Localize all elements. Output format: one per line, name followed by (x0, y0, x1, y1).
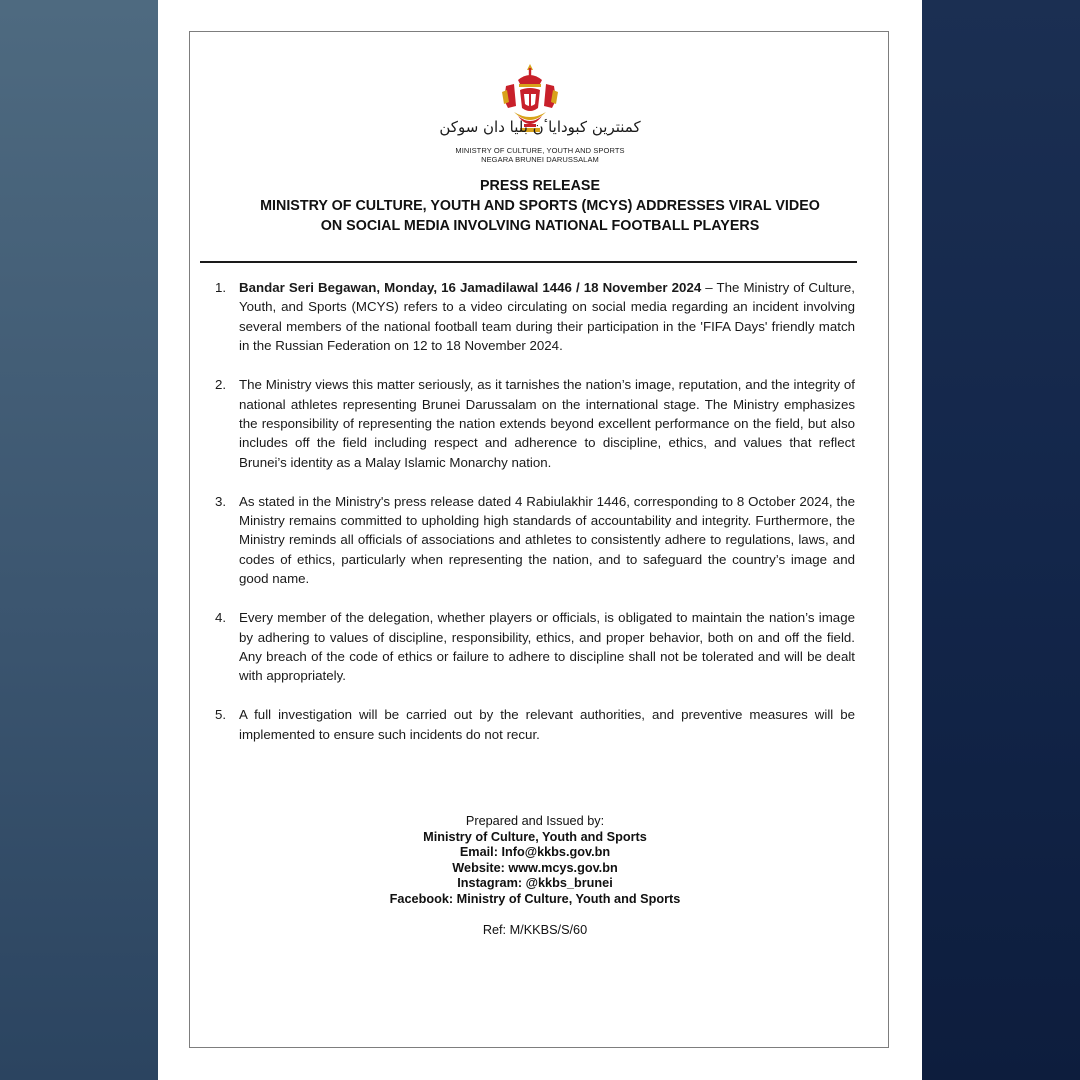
paragraph-number: 5. (215, 707, 227, 723)
ministry-name-small: MINISTRY OF CULTURE, YOUTH AND SPORTS (455, 146, 625, 155)
paragraph-2 (215, 375, 855, 472)
press-release-label: PRESS RELEASE (480, 178, 600, 194)
issuer-organization: Ministry of Culture, Youth and Sports (423, 829, 647, 844)
prepared-by-label: Prepared and Issued by: (465, 814, 605, 828)
paragraph-text: A full investigation will be carried out by the relevant authorities, and preventive measures will be implemented to ensure such incidents do not recur. (239, 707, 855, 742)
headline-line-1: MINISTRY OF CULTURE, YOUTH AND SPORTS (MCYS) ADDRESSES VIRAL VIDEO (260, 198, 820, 214)
issuer-website: Website: www.mcys.gov.bn (452, 860, 618, 875)
paragraph-4 (215, 608, 855, 686)
right-background-panel (922, 0, 1080, 1080)
ministry-logo-text (390, 146, 690, 164)
press-release-document (189, 31, 889, 1048)
paragraph-number: 4. (215, 610, 227, 626)
paragraph-text: Every member of the delegation, whether players or officials, is obligated to maintain the nation’s image by adhering to values of discipline, responsibility, ethics, and proper behavior, both on and off the field. Any breach of the code of ethics or failure to adhere to discipline shall not be tolerated and will be dealt with appropriately. (239, 610, 855, 684)
paragraph-number: 3. (215, 493, 227, 509)
paragraph-text: As stated in the Ministry's press release dated 4 Rabiulakhir 1446, corresponding to 8 October 2024, the Ministry remains committed to upholding high standards of accountability and integrity. Furthermore, the Ministry reminds all officials of associations and athletes to consistently adhere to regulations, laws, and codes of ethics, particularly when representing the nation, and to safeguard the country’s image and good name. (239, 493, 855, 587)
paragraph-3 (215, 492, 855, 589)
document-heading (210, 176, 870, 236)
paragraph-text: The Ministry views this matter seriously, as it tarnishes the nation’s image, reputation, and the integrity of national athletes representing Brunei Darussalam on the international stage. The Ministry emphasizes the responsibility of representing the nation extends beyond excellent performance on the field, but also includes off the field including respect and adherence to discipline, ethics, and values that reflect Brunei’s identity as a Malay Islamic Monarchy nation. (239, 377, 855, 470)
dateline: Bandar Seri Begawan, Monday, 16 Jamadilawal 1446 / 18 November 2024 (239, 280, 702, 295)
heading-divider (200, 261, 857, 263)
numbered-paragraphs (215, 278, 855, 764)
issuer-instagram: Instagram: @kkbs_brunei (457, 876, 613, 891)
paragraph-5 (215, 705, 855, 744)
issuer-email: Email: Info@kkbs.gov.bn (459, 845, 611, 860)
paragraph-text: – The Ministry of Culture, Youth, and Sports (MCYS) refers to a video circulating on social media regarding an incident involving several members of the national football team during their participation in the 'FIFA Days' friendly match in the Russian Federation on 12 to 18 November 2024. (239, 280, 855, 354)
paragraph-1 (215, 278, 855, 356)
issuer-footer (290, 814, 780, 938)
country-name-small: NEGARA BRUNEI DARUSSALAM (481, 155, 599, 164)
ministry-jawi-name: کمنترين کبوداياٴن بليا دان سوکن (439, 118, 641, 136)
reference-number: Ref: M/KKBS/S/60 (482, 922, 588, 937)
paragraph-number: 2. (215, 377, 227, 393)
issuer-facebook: Facebook: Ministry of Culture, Youth and Sports (389, 891, 681, 906)
paragraph-number: 1. (215, 280, 227, 295)
left-background-panel (0, 0, 158, 1080)
headline-line-2: ON SOCIAL MEDIA INVOLVING NATIONAL FOOTBALL PLAYERS (320, 218, 760, 234)
